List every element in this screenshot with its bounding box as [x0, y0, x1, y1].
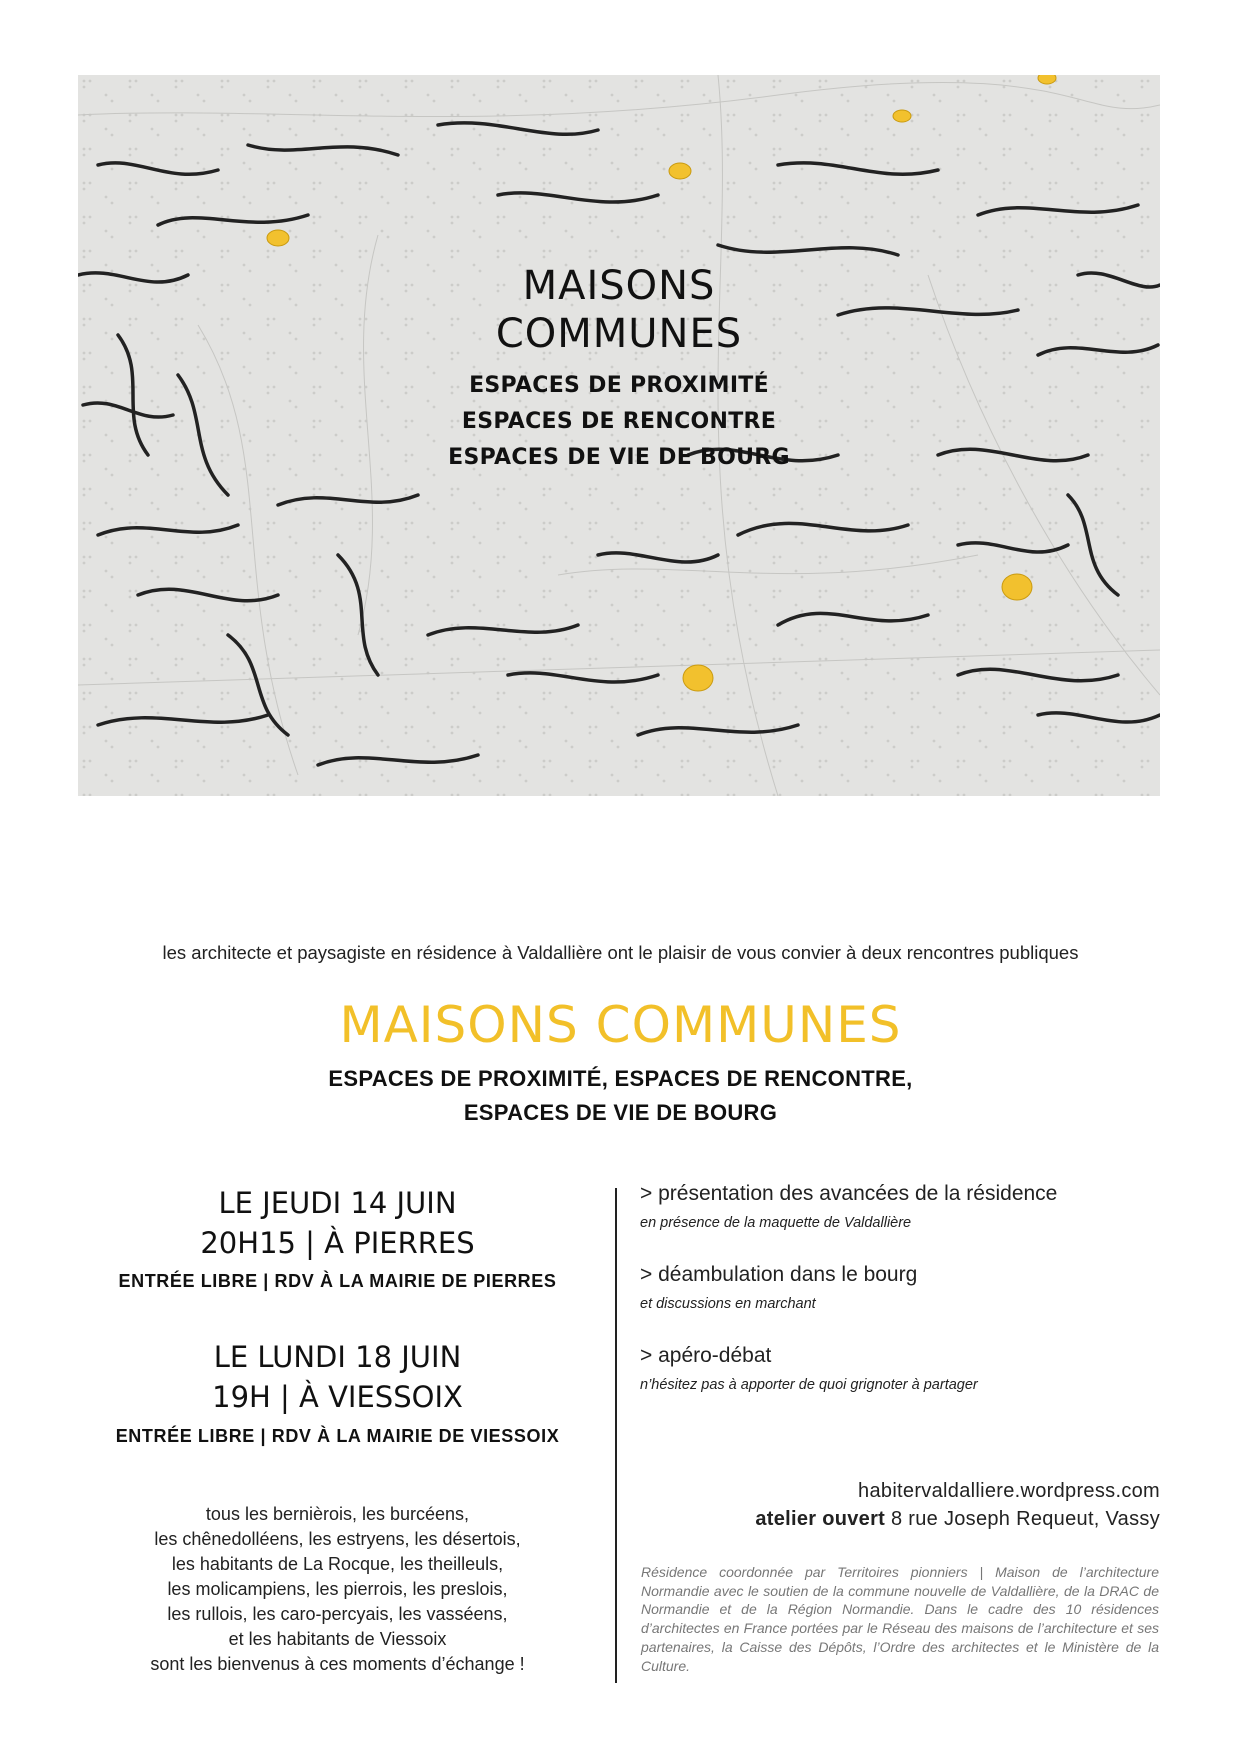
main-subtitle-line1: ESPACES DE PROXIMITÉ, ESPACES DE RENCONTRE,	[328, 1066, 913, 1091]
event2-info: ENTRÉE LIBRE | RDV À LA MAIRIE DE VIESSOIX	[115, 1426, 560, 1446]
welcome-line: les molicampiens, les pierrois, les preslois,	[167, 1579, 508, 1599]
website-link[interactable]: habitervaldalliere.wordpress.com	[858, 1480, 1160, 1502]
program-item-presentation: > présentation des avancées de la résidence	[640, 1182, 1058, 1205]
program-item-deambulation-sub: et discussions en marchant	[640, 1296, 816, 1312]
main-title: MAISONS COMMUNES	[339, 996, 902, 1054]
credits-text: Résidence coordonnée par Territoires pionniers | Maison de l’architecture Normandie avec le soutien de la commune nouvelle de Valdallière, de la DRAC de Normandie et de la Région Normandie. Dans le cadre des 10 résidences d’architectes en France portées par le Réseau des maisons de l’architecture et ses partenaires, la Caisse des Dépôts, l’Ordre des architectes et le Ministère de la Culture.	[641, 1564, 1159, 1674]
invitation-text: les architecte et paysagiste en résidence à Valdallière ont le plaisir de vous convier à deux rencontres publiques	[162, 942, 1079, 963]
event2-time-place: 19H | À VIESSOIX	[212, 1380, 463, 1414]
event1-time-place: 20H15 | À PIERRES	[200, 1226, 475, 1260]
welcome-line: tous les bernièrois, les burcéens,	[205, 1504, 470, 1524]
program-item-apero-debat: > apéro-débat	[640, 1344, 772, 1367]
event2-date: LE LUNDI 18 JUIN	[213, 1340, 462, 1374]
program-item-deambulation: > déambulation dans le bourg	[640, 1263, 918, 1286]
address-text: 8 rue Joseph Requeut, Vassy	[885, 1508, 1160, 1530]
atelier-address	[755, 1508, 1160, 1531]
event1-info: ENTRÉE LIBRE | RDV À LA MAIRIE DE PIERRES	[118, 1271, 557, 1291]
hero-title-line2: COMMUNES	[495, 311, 743, 357]
hero-subtitle-proximite: ESPACES DE PROXIMITÉ	[469, 373, 769, 398]
atelier-label: atelier ouvert	[755, 1508, 886, 1530]
event1-date: LE JEUDI 14 JUIN	[218, 1186, 457, 1220]
welcome-line: les rullois, les caro-percyais, les vasséens,	[167, 1604, 508, 1624]
hero-title-line1: MAISONS	[522, 263, 716, 309]
column-divider	[615, 1188, 617, 1683]
program-item-apero-debat-sub: n’hésitez pas à apporter de quoi grignoter à partager	[640, 1377, 978, 1393]
welcome-text	[80, 1502, 595, 1677]
main-subtitle-line2: ESPACES DE VIE DE BOURG	[463, 1100, 778, 1125]
hero-subtitle-rencontre: ESPACES DE RENCONTRE	[461, 409, 777, 434]
welcome-line: et les habitants de Viessoix	[228, 1629, 447, 1649]
welcome-line: les habitants de La Rocque, les theilleuls,	[171, 1554, 504, 1574]
welcome-line: les chênedolléens, les estryens, les désertois,	[154, 1529, 521, 1549]
welcome-line: sont les bienvenus à ces moments d’échange !	[150, 1654, 525, 1674]
hero-subtitle-vie-de-bourg: ESPACES DE VIE DE BOURG	[448, 445, 790, 470]
hero-map-photo	[78, 75, 1160, 796]
program-item-presentation-sub: en présence de la maquette de Valdallière	[640, 1215, 912, 1231]
